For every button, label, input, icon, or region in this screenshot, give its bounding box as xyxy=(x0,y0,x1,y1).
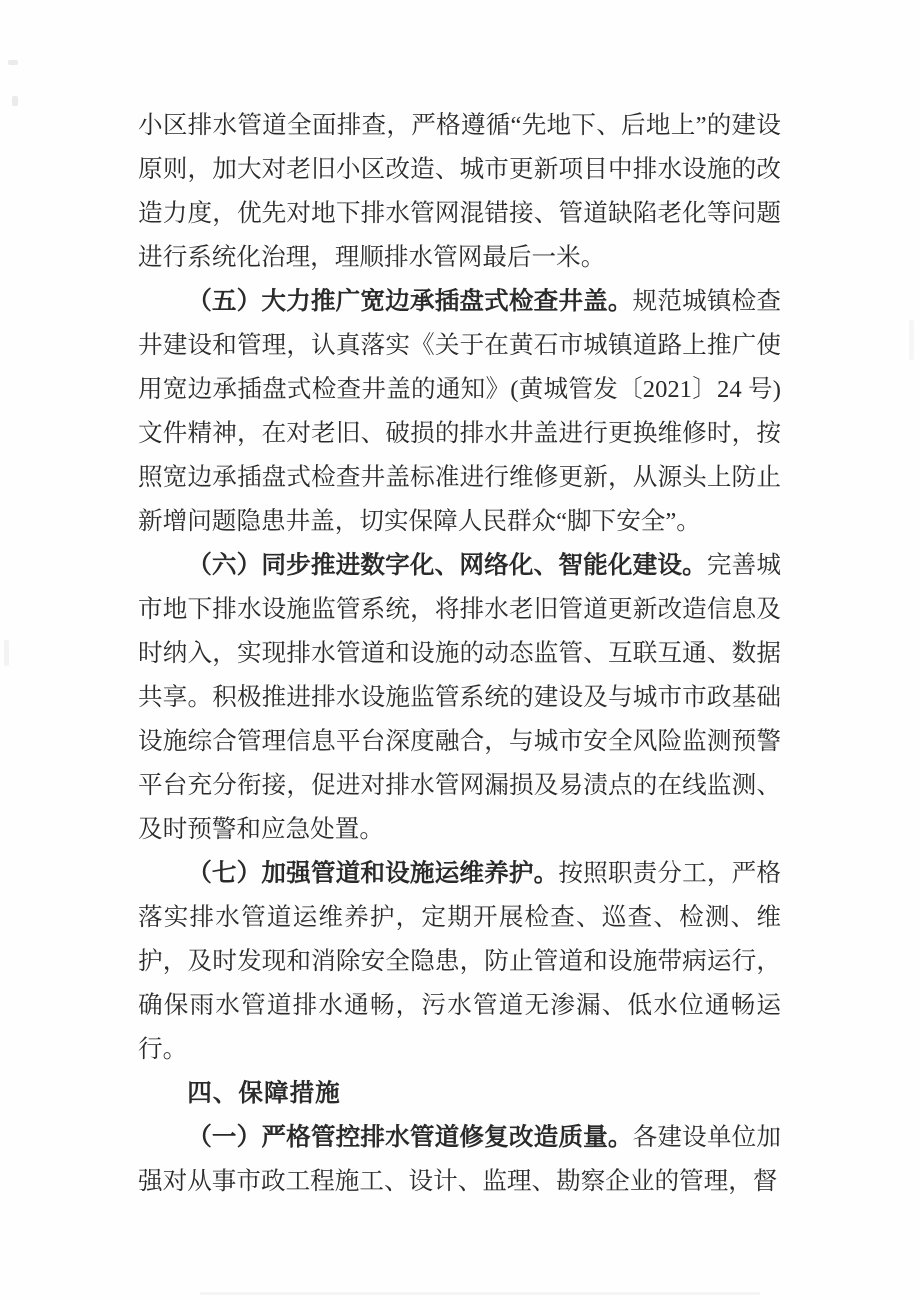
item-lead-text: （一）严格管控排水管道修复改造质量。 xyxy=(187,1124,633,1151)
item-lead-text: （六）同步推进数字化、网络化、智能化建设。 xyxy=(187,552,707,579)
body-text: 按照职责分工，严格落实排水管道运维养护，定期开展检查、巡查、检测、维护，及时发现和消除安全隐患，防止管道和设施带病运行，确保雨水管道排水通畅，污水管道无渗漏、低水位通畅运行。 xyxy=(138,860,781,1063)
body-text: 各建设单位加强对从事市政工程施工、设计、监理、勘察企业的管理，督 xyxy=(138,1124,781,1195)
item-lead-text: （七）加强管道和设施运维养护。 xyxy=(187,860,559,887)
body-text: 小区排水管道全面排查，严格遵循“先地下、后地上”的建设原则，加大对老旧小区改造、城市更新项目中排水设施的改造力度，优先对地下排水管网混错接、管道缺陷老化等问题进行系统化治理，理顺排水管网最后一米。 xyxy=(138,112,781,271)
paragraph xyxy=(138,544,781,852)
body-text: 规范城镇检查井建设和管理，认真落实《关于在黄石市城镇道路上推广使用宽边承插盘式检查井盖的通知》(黄城管发〔2021〕24 号)文件精神，在对老旧、破损的排水井盖进行更换维修时，按照宽边承插盘式检查井盖标准进行维修更新，从源头上防止新增问题隐患井盖，切实保障人民群众“脚下安全”。 xyxy=(138,288,781,535)
document-body xyxy=(138,104,781,1204)
paragraph xyxy=(138,1116,781,1204)
scan-artifact xyxy=(909,320,914,360)
item-lead-text: （五）大力推广宽边承插盘式检查井盖。 xyxy=(187,288,633,315)
paragraph xyxy=(138,852,781,1072)
paragraph xyxy=(138,104,781,280)
section-heading xyxy=(138,1072,781,1116)
scan-artifact xyxy=(4,640,9,666)
section-heading-text: 四、保障措施 xyxy=(187,1080,341,1107)
scan-artifact xyxy=(200,1292,760,1295)
paragraph xyxy=(138,280,781,544)
scan-artifact xyxy=(8,60,18,65)
body-text: 完善城市地下排水设施监管系统，将排水老旧管道更新改造信息及时纳入，实现排水管道和设施的动态监管、互联互通、数据共享。积极推进排水设施监管系统的建设及与城市市政基础设施综合管理信息平台深度融合，与城市安全风险监测预警平台充分衔接，促进对排水管网漏损及易渍点的在线监测、及时预警和应急处置。 xyxy=(138,552,781,843)
scan-artifact xyxy=(12,96,18,106)
